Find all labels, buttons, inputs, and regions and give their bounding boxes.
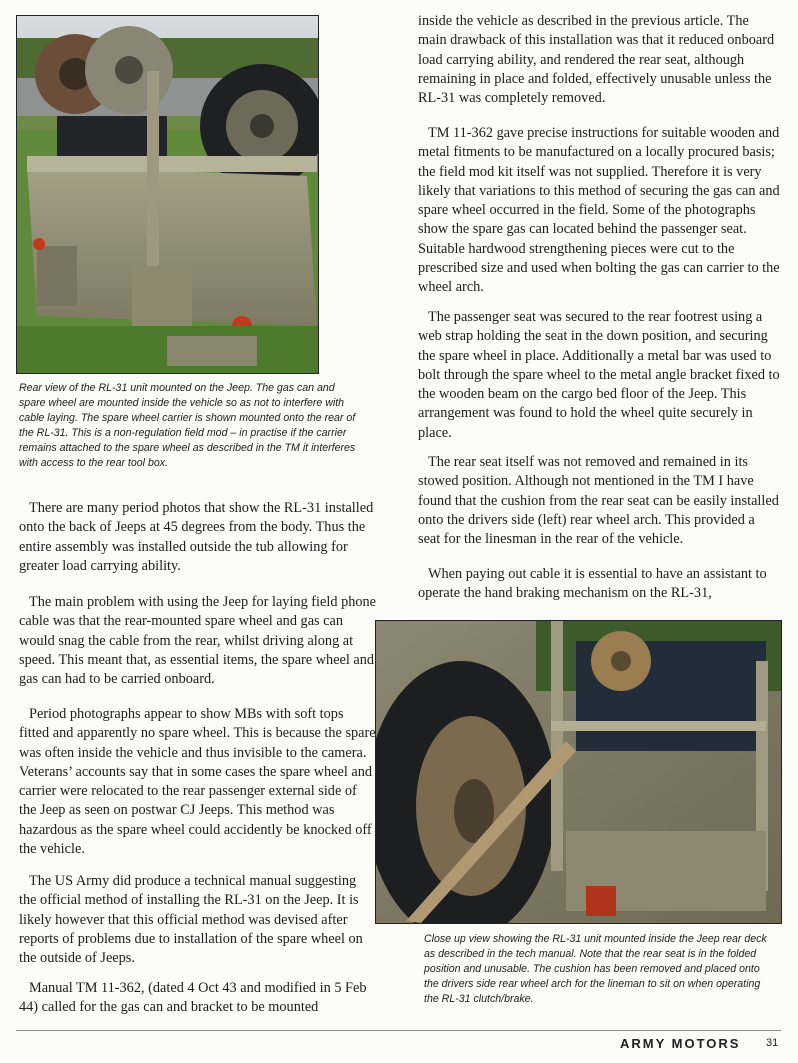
right-paragraph-5: When paying out cable it is essential to have an assistant to operate the hand braking mechanism on the RL-31, — [418, 566, 767, 602]
right-paragraph-4: The rear seat itself was not removed and remained in its stowed position. Although not mentioned in the TM I have found that the cushion from the rear seat can be easily installed onto the drivers side (left) rear wheel arch. This provided a seat for the linesman in the rear of the vehicle. — [418, 454, 779, 548]
rear-view-photo — [16, 15, 319, 374]
page-number: 31 — [766, 1037, 779, 1049]
right-paragraph-3: The passenger seat was secured to the rear footrest using a web strap holding the seat in the down position, and securing the spare wheel in place. Additionally a metal bar was used to bolt through the spare wheel to the metal angle bracket fixed to the wooden beam on the cargo bed floor of the Jeep. This arrangement was found to hold the wheel quite securely in place. — [418, 309, 780, 441]
left-paragraph-4: The US Army did produce a technical manual suggesting the official method of installing the RL-31 on the Jeep. It is likely however that this official method was devised after reports of problems due to installation of the spare wheel on the outside of Jeeps. — [19, 873, 363, 967]
left-paragraph-5: Manual TM 11-362, (dated 4 Oct 43 and modified in 5 Feb 44) called for the gas can and bracket to be mounted — [19, 980, 367, 1016]
publication-title: ARMY MOTORS — [620, 1036, 741, 1051]
left-paragraph-1: There are many period photos that show the RL-31 installed onto the back of Jeeps at 45 degrees from the body. Thus the entire assembly was installed outside the tub allowing for greater load carrying ability. — [19, 500, 374, 574]
rear-view-caption: Rear view of the RL-31 unit mounted on the Jeep. The gas can and spare wheel are mounted inside the vehicle so as not to interfere with cable laying. The spare wheel carrier is shown mounted onto the rear of the RL-31. This is a non-regulation field mod – in practise if the carrier remains attached to the spare wheel as described in the TM it interferes with access to the rear tool box. — [19, 382, 356, 469]
footer-rule — [16, 1030, 781, 1031]
left-paragraph-2: The main problem with using the Jeep for laying field phone cable was that the rear-mounted spare wheel and gas can would snag the cable from the rear, whilst driving along at speed. This meant that, as essential items, the spare wheel and gas can had to be carried onboard. — [19, 594, 377, 688]
right-paragraph-2: TM 11-362 gave precise instructions for suitable wooden and metal fitments to be manufactured on a locally procured basis; the field mod kit itself was not supplied. Therefore it is very likely that variations to this method of securing the gas can and spare wheel occurred in the field. Some of the photographs show the spare gas can located behind the passenger seat. Suitable hardwood strengthening pieces were cut to the prescribed size and used when bolting the gas can carrier to the wheel arch. — [418, 125, 780, 296]
left-paragraph-3: Period photographs appear to show MBs with soft tops fitted and apparently no spare wheel. This is because the spare was often inside the vehicle and thus invisible to the camera. Veterans’ accounts say that in some cases the spare wheel and carrier were relocated to the rear passenger external side of the Jeep as seen on postwar CJ Jeeps. This method was hazardous as the spare wheel could accidently be knocked off the vehicle. — [19, 706, 376, 858]
right-paragraph-1: inside the vehicle as described in the previous article. The main drawback of this installation was that it reduced onboard load carrying ability, and rendered the rear seat, although remaining in place and folded, effectively unusable unless the RL-31 was completely removed. — [418, 13, 775, 107]
rear-deck-photo — [375, 620, 782, 924]
rear-deck-caption: Close up view showing the RL-31 unit mounted inside the Jeep rear deck as described in the tech manual. Note that the rear seat is in the folded position and unusable. The cushion has been removed and placed onto the drivers side rear wheel arch for the lineman to sit on when operating the RL-31 clutch/brake. — [424, 933, 767, 1005]
